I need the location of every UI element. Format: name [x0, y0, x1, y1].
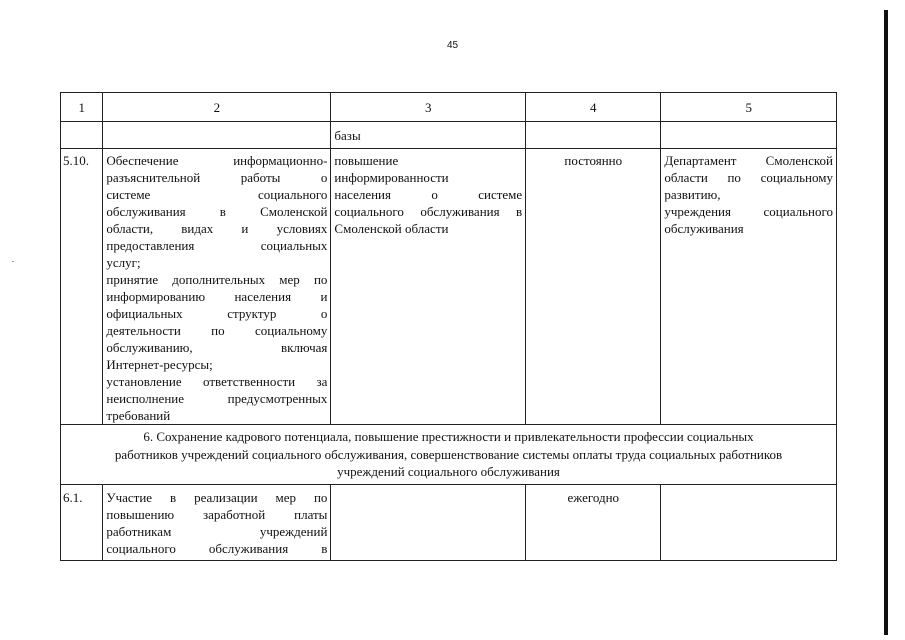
text-line: учреждения социального	[664, 204, 833, 219]
text-line: повышение	[334, 153, 399, 168]
text-line: информированию населения и	[106, 289, 328, 304]
measure-description	[103, 484, 331, 560]
header-col-1: 1	[61, 93, 103, 122]
plan-table	[60, 92, 837, 561]
text-line: обслуживанию, включая	[106, 340, 328, 355]
section-6-heading	[61, 425, 837, 485]
table-row-5-10	[61, 149, 837, 425]
expected-result	[331, 149, 526, 425]
text-line: области по социальному	[664, 170, 833, 185]
text-line: принятие дополнительных мер по	[106, 272, 328, 287]
text-line: Смоленской области	[334, 221, 449, 236]
cell-empty	[526, 122, 661, 149]
cell-empty	[661, 122, 837, 149]
text-line: области, видах и условиях	[106, 221, 328, 236]
text-line: обслуживания в Смоленской	[106, 204, 328, 219]
text-line: требований	[106, 408, 171, 423]
scan-edge-bar	[884, 10, 888, 635]
text-line: социального обслуживания в	[106, 540, 328, 556]
deadline: ежегодно	[526, 484, 661, 560]
text-line: населения о системе	[334, 187, 523, 202]
row-number: 5.10.	[61, 149, 103, 425]
text-line: предоставления социальных	[106, 238, 328, 253]
text-line: Участие в реализации мер по	[106, 489, 328, 505]
table-row-6-1	[61, 484, 837, 560]
cell-continuation-text: базы	[331, 122, 526, 149]
text-line: официальных структур о	[106, 306, 328, 321]
text-line: работникам учреждений	[106, 523, 328, 539]
section-heading-line: учреждений социального обслуживания	[337, 464, 560, 479]
text-line: установление ответственности за	[106, 374, 328, 389]
cell-empty	[103, 122, 331, 149]
expected-result	[331, 484, 526, 560]
scan-speck	[12, 261, 14, 262]
text-line: информированности	[334, 170, 449, 185]
text-line: повышению заработной платы	[106, 506, 328, 522]
section-heading-row	[61, 425, 837, 485]
cell-empty	[61, 122, 103, 149]
deadline: постоянно	[526, 149, 661, 425]
responsible-parties	[661, 149, 837, 425]
text-line: Департамент Смоленской	[664, 153, 833, 168]
header-row	[61, 93, 837, 122]
responsible-parties	[661, 484, 837, 560]
header-col-2: 2	[103, 93, 331, 122]
section-heading-line: работников учреждений социального обслуживания, совершенствование системы оплаты труда социальных работников	[114, 446, 783, 462]
text-line: Интернет-ресурсы;	[106, 357, 213, 372]
text-line: системе социального	[106, 187, 328, 202]
measure-description	[103, 149, 331, 425]
text-line: услуг;	[106, 255, 141, 270]
row-number: 6.1.	[61, 484, 103, 560]
text-line: деятельности по социальному	[106, 323, 328, 338]
section-heading-line: 6. Сохранение кадрового потенциала, повышение престижности и привлекательности профессии социальных	[143, 429, 754, 444]
text-line: Обеспечение информационно-	[106, 153, 328, 168]
text-line: неисполнение предусмотренных	[106, 391, 328, 406]
page-number: 45	[446, 40, 459, 51]
text-line: социального обслуживания в	[334, 204, 523, 219]
header-col-3: 3	[331, 93, 526, 122]
text-line: разъяснительной работы о	[106, 170, 328, 185]
header-col-4: 4	[526, 93, 661, 122]
text-line: обслуживания	[664, 221, 744, 236]
text-line: развитию,	[664, 187, 721, 202]
header-col-5: 5	[661, 93, 837, 122]
table-row	[61, 122, 837, 149]
